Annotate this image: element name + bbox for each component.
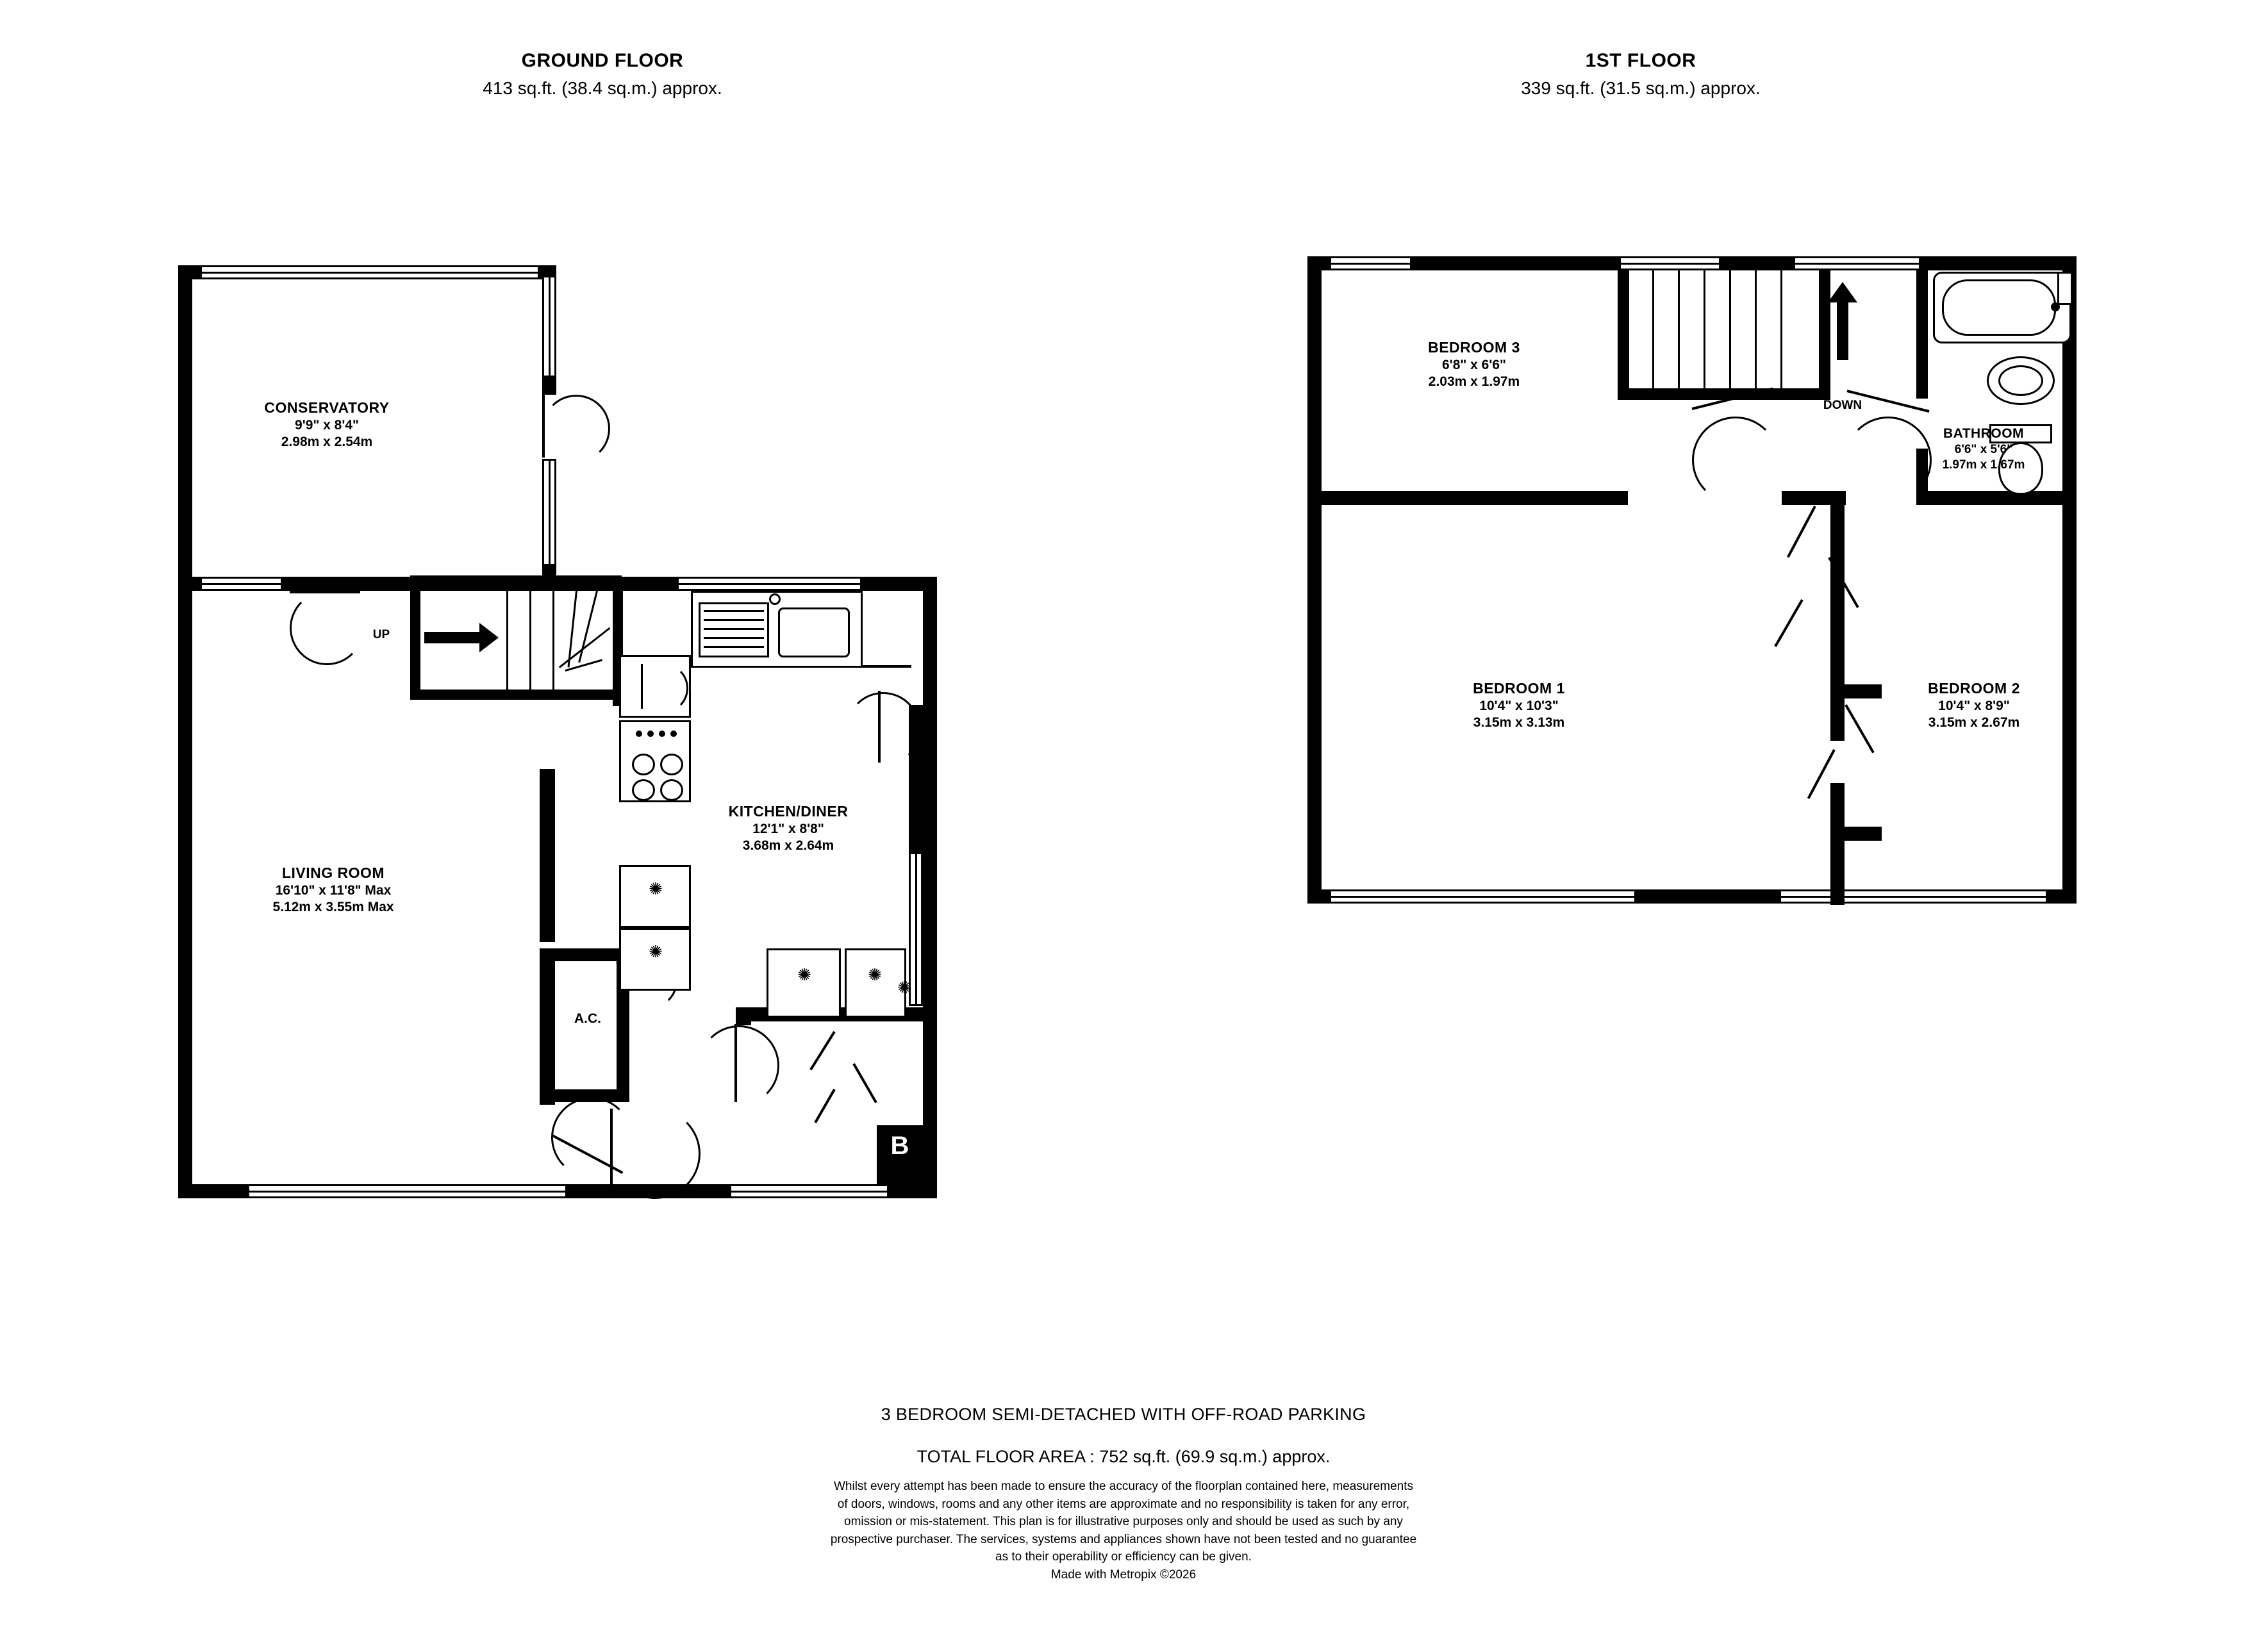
fixture-bath-shelf (2057, 272, 2073, 305)
cooker-ring (660, 779, 683, 801)
stair-tread-up (1729, 270, 1731, 388)
wall-stair-left (410, 591, 420, 693)
stair-tread (559, 627, 611, 668)
window-line-front (729, 1191, 890, 1193)
window-line-cons-top (200, 272, 540, 274)
wall-upper-bottom-a (1307, 889, 1331, 904)
wall-house-top-c (860, 577, 937, 591)
door-zigzag-bed1-a (1787, 506, 1816, 558)
wall-bathroom-left (1916, 270, 1928, 399)
room-dim-metric-bed3: 2.03m x 1.97m (1428, 374, 1520, 389)
wall-upper-top-c (1719, 256, 1796, 270)
room-dim-imperial-bed1: 10'4" x 10'3" (1479, 698, 1559, 713)
room-dim-metric-bed1: 3.15m x 3.13m (1473, 715, 1565, 730)
wall-upper-top-d (1919, 256, 2077, 270)
room-dim-imperial-kitchen: 12'1" x 8'8" (752, 821, 824, 836)
draining-line (704, 610, 764, 612)
door-leaf-front (610, 1109, 613, 1195)
room-dim-metric-bed2: 3.15m x 2.67m (1928, 715, 2020, 730)
door-arc-living-conservatory (290, 591, 364, 665)
draining-line (704, 619, 764, 621)
window-line-living-bottom (247, 1191, 568, 1193)
property-summary-title: 3 BEDROOM SEMI-DETACHED WITH OFF-ROAD PARKING (881, 1405, 1366, 1424)
window-line-kitchen-top (677, 583, 863, 585)
window-line-living-top (200, 583, 283, 585)
stair-tread-up (1652, 270, 1654, 388)
disclaimer (0, 1478, 2247, 1583)
ground-floor-plan (0, 0, 1090, 1250)
wall-upper-right (2062, 256, 2077, 904)
cooker-ring (660, 754, 683, 775)
wall-stair-top (410, 575, 622, 591)
label-ac: A.C. (574, 1011, 601, 1026)
room-label-bathroom (1897, 425, 2070, 473)
door-leaf-conservatory (542, 393, 545, 458)
stair-up-arrow-head (479, 623, 499, 652)
hall-zigzag-3 (814, 1089, 835, 1123)
door-leaf-kitchen-entry (878, 691, 881, 763)
door-leaf-kitchen-hall (734, 1024, 737, 1102)
wall-upper-left (1307, 256, 1322, 904)
washer-icon-upper: ✺ (649, 879, 663, 898)
cooker-control (647, 731, 654, 737)
fixture-basin-bowl (1998, 365, 2043, 396)
wall-house-top-a (281, 577, 381, 591)
wall-stairwell-bottom (1618, 388, 1830, 400)
fixture-bath-inner (1942, 279, 2056, 336)
room-dim-metric-kitchen: 3.68m x 2.64m (742, 838, 834, 853)
cooker-control (659, 731, 665, 737)
metropix-credit: Made with Metropix ©2026 (1050, 1567, 1197, 1582)
room-dim-imperial-bed2: 10'4" x 8'9" (1938, 698, 2010, 713)
cooker-control (636, 731, 642, 737)
door-arc-conservatory (542, 395, 610, 463)
door-arc-kitchen-hall (699, 1025, 779, 1106)
washer-icon-lower: ✺ (649, 942, 663, 961)
door-leaf-living-conservatory (290, 591, 360, 593)
window-line-cons-right-2 (549, 459, 551, 568)
wall-cons-top-left-stub (178, 265, 203, 279)
wall-cons-right-mid (542, 376, 556, 395)
wall-stair-bottom (410, 690, 623, 700)
wall-landing-stub-bed2b (1830, 827, 1882, 841)
stair-up-label: UP (372, 628, 390, 641)
room-name-kitchen: KITCHEN/DINER (728, 803, 849, 820)
draining-line (704, 646, 764, 648)
room-dim-metric-conservatory: 2.98m x 2.54m (281, 434, 373, 449)
stair-tread-up (1704, 270, 1705, 388)
wall-bed3-bottom (1307, 491, 1628, 505)
wall-house-left (178, 577, 192, 1198)
draining-line (704, 628, 764, 630)
room-name-bed3: BEDROOM 3 (1428, 339, 1520, 356)
boiler-label: B (890, 1132, 909, 1160)
door-arc-bed3 (1692, 417, 1779, 504)
window-line-bed1-bottom (1329, 896, 1637, 898)
stair-down-label: DOWN (1823, 399, 1862, 412)
room-label-living (199, 864, 468, 916)
wall-bed1-bed2-divider-lower (1830, 783, 1845, 905)
wall-upper-top-b (1410, 256, 1621, 270)
wall-bathroom-bottom (1916, 491, 2077, 505)
room-dim-metric-living: 5.12m x 3.55m Max (272, 900, 394, 914)
window-line-bed2-bottom (1779, 896, 2048, 898)
wall-stairwell-left (1618, 270, 1629, 399)
first-floor-title: 1ST FLOOR (1585, 50, 1696, 71)
window-line-bathroom-top (1793, 263, 1921, 265)
wall-upper-bottom-c (2046, 889, 2077, 904)
room-dim-metric-bathroom: 1.97m x 1.67m (1942, 458, 2025, 472)
disclaimer-line: prospective purchaser. The services, systems and appliances shown have not been tested and no guarantee (830, 1532, 1417, 1546)
tall-unit-arc (641, 664, 688, 713)
window-line-kitchen-right (915, 852, 917, 1006)
room-name-bathroom: BATHROOM (1943, 426, 2025, 441)
wall-ac-top (540, 948, 629, 961)
room-label-bedroom2 (1833, 679, 2115, 731)
cooker-ring (632, 779, 655, 801)
first-floor-subtitle: 339 sq.ft. (31.5 sq.m.) approx. (1521, 78, 1761, 98)
draining-line (704, 637, 764, 639)
wall-kitchen-partition (540, 769, 555, 942)
disclaimer-line: of doors, windows, rooms and any other items are approximate and no responsibility is taken for any error, (837, 1497, 1410, 1511)
base-unit-icon-2: ✺ (868, 965, 882, 984)
stair-down-arrow-shaft (1837, 301, 1848, 360)
worktop-line (863, 665, 911, 668)
wall-kitchen-bottom (540, 957, 555, 1105)
base-unit-icon-1: ✺ (797, 965, 811, 984)
room-dim-imperial-bed3: 6'8" x 6'6" (1442, 357, 1506, 372)
room-name-bed1: BEDROOM 1 (1473, 680, 1565, 697)
wall-house-bottom-left-stub (178, 1184, 249, 1198)
room-label-bedroom1 (1378, 679, 1660, 731)
disclaimer-line: omission or mis-statement. This plan is for illustrative purposes only and should be used as such by any (844, 1515, 1403, 1529)
disclaimer-line: as to their operability or efficiency can be given. (995, 1550, 1252, 1564)
wall-upper-top-a (1307, 256, 1331, 270)
door-zigzag-bed1-c (1774, 599, 1803, 647)
stair-tread (506, 591, 508, 690)
door-arc-front (610, 1109, 701, 1199)
ground-floor-subtitle: 413 sq.ft. (38.4 sq.m.) approx. (483, 78, 722, 98)
ground-floor-title: GROUND FLOOR (521, 50, 684, 71)
door-arc-kitchen-entry (846, 692, 920, 766)
fixture-sink-bowl (778, 607, 850, 657)
wall-cons-left (178, 265, 192, 591)
fixture-sink-tap (769, 593, 781, 605)
base-unit-icon-3: ✺ (897, 978, 911, 997)
stair-tread (529, 591, 531, 690)
cooker-control (670, 731, 677, 737)
stair-tread (565, 659, 602, 672)
room-dim-imperial-conservatory: 9'9" x 8'4" (295, 417, 359, 433)
stair-tread (552, 591, 554, 690)
wall-house-top-left-stub (178, 577, 201, 591)
window-line-bed3-top (1329, 263, 1413, 265)
wall-upper-bottom-b (1634, 889, 1782, 904)
stair-up-arrow-shaft (424, 632, 482, 643)
first-floor-plan (1090, 0, 2247, 1250)
room-dim-imperial-bathroom: 6'6" x 5'6" (1954, 443, 2013, 457)
stair-tread-up (1678, 270, 1680, 388)
window-line-landing-top (1619, 263, 1721, 265)
window-line-cons-right (549, 276, 551, 378)
cooker-ring (632, 754, 655, 775)
room-name-living: LIVING ROOM (281, 864, 385, 881)
room-label-conservatory (192, 399, 461, 450)
room-label-bedroom3 (1333, 338, 1615, 390)
wall-landing-stub-left (1782, 491, 1846, 505)
hall-zigzag-2 (852, 1063, 877, 1103)
stair-down-arrow-head (1828, 282, 1857, 302)
room-dim-imperial-living: 16'10" x 11'8" Max (275, 882, 392, 898)
stair-tread (578, 591, 598, 663)
stair-tread-up (1780, 270, 1782, 388)
total-floor-area: TOTAL FLOOR AREA : 752 sq.ft. (69.9 sq.m.) approx. (916, 1447, 1331, 1466)
room-name-conservatory: CONSERVATORY (264, 399, 390, 416)
wall-house-right (923, 577, 937, 1198)
room-name-bed2: BEDROOM 2 (1928, 680, 2020, 697)
room-label-kitchen (667, 802, 910, 854)
hall-zigzag-1 (809, 1031, 835, 1070)
disclaimer-line: Whilst every attempt has been made to ensure the accuracy of the floorplan contained here, measurements (833, 1480, 1414, 1493)
stair-tread-up (1755, 270, 1757, 388)
